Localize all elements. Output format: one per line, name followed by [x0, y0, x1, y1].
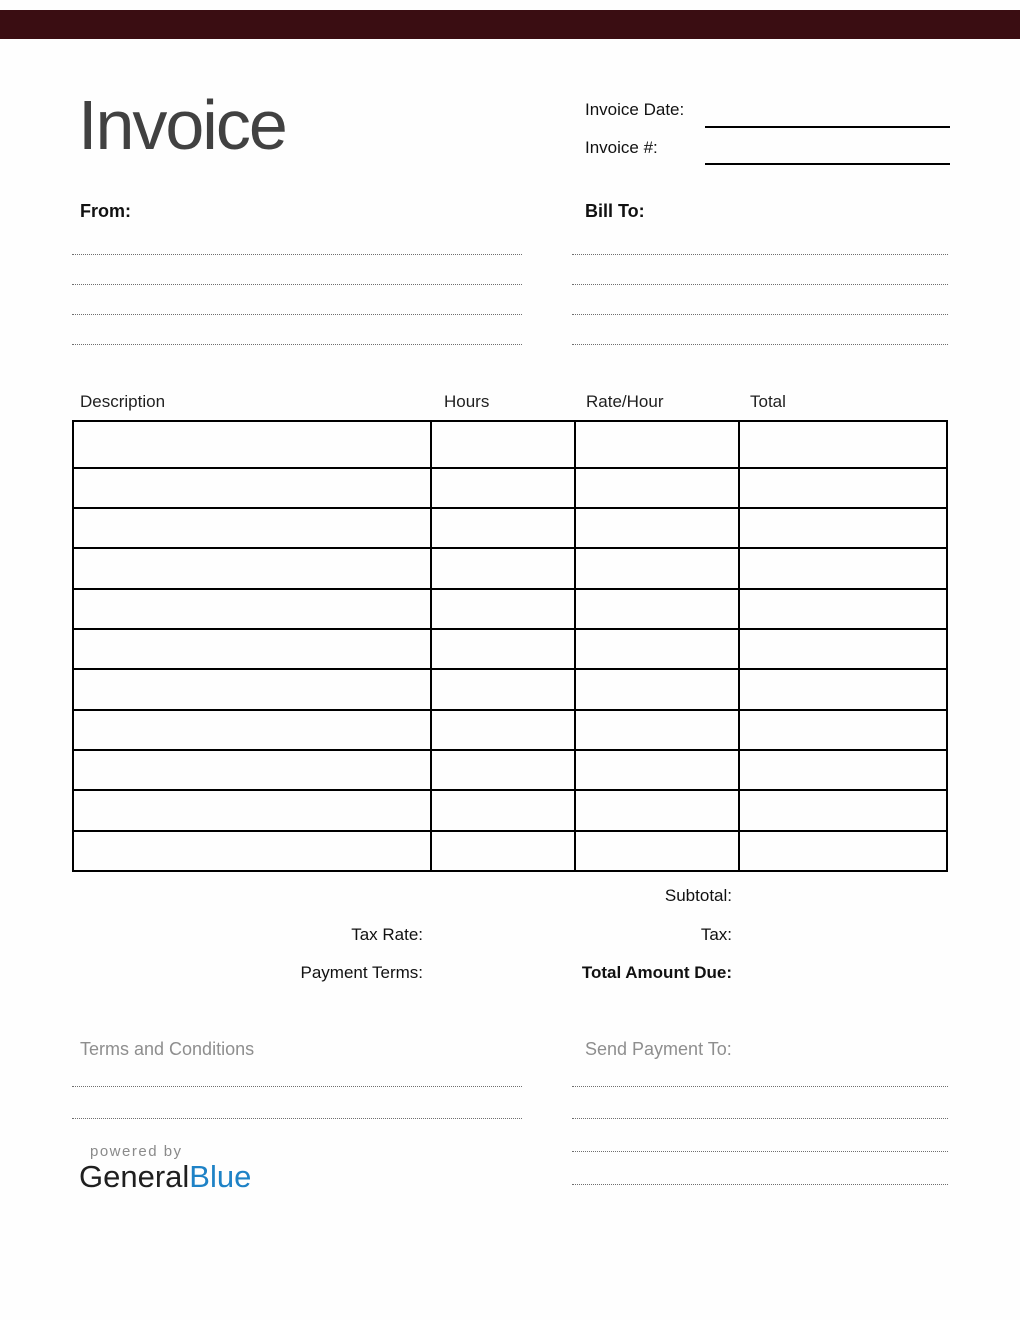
item-cell — [431, 421, 574, 468]
item-cell — [739, 508, 947, 548]
item-cell — [73, 710, 431, 750]
item-cell — [575, 548, 739, 588]
item-cell — [739, 790, 947, 830]
from-write-in-line — [72, 284, 522, 285]
item-cell — [73, 629, 431, 669]
item-cell — [73, 790, 431, 830]
item-cell — [431, 589, 574, 629]
invoice-number-field-line — [705, 163, 950, 165]
send-payment-write-in-line — [572, 1184, 948, 1185]
item-row — [73, 790, 947, 830]
item-cell — [73, 589, 431, 629]
item-cell — [431, 669, 574, 709]
item-row — [73, 710, 947, 750]
item-row — [73, 421, 947, 468]
item-row — [73, 508, 947, 548]
send-payment-write-in-line — [572, 1151, 948, 1152]
from-write-in-line — [72, 314, 522, 315]
item-cell — [739, 629, 947, 669]
item-cell — [739, 831, 947, 871]
invoice-date-field-line — [705, 126, 950, 128]
bill-to-write-in-line — [572, 314, 948, 315]
tax-rate-label: Tax Rate: — [351, 925, 423, 944]
item-row — [73, 589, 947, 629]
item-cell — [431, 831, 574, 871]
item-cell — [575, 468, 739, 508]
column-header-total: Total — [750, 392, 786, 411]
column-header-rate: Rate/Hour — [586, 392, 664, 411]
tax-label: Tax: — [700, 925, 732, 944]
item-row — [73, 831, 947, 871]
item-cell — [739, 710, 947, 750]
logo-text-blue: Blue — [189, 1159, 252, 1194]
logo-text-general: General — [79, 1159, 190, 1194]
terms-and-conditions-label: Terms and Conditions — [80, 1039, 255, 1059]
subtotal-label: Subtotal: — [664, 886, 732, 905]
item-cell — [73, 548, 431, 588]
item-cell — [575, 589, 739, 629]
item-cell — [73, 831, 431, 871]
bill-to-write-in-line — [572, 254, 948, 255]
bill-to-write-in-line — [572, 344, 948, 345]
bill-to-write-in-line — [572, 284, 948, 285]
from-label: From: — [80, 201, 131, 221]
terms-write-in-line — [72, 1118, 522, 1119]
terms-write-in-line — [72, 1086, 522, 1087]
from-write-in-line — [72, 254, 522, 255]
item-cell — [575, 750, 739, 790]
send-payment-to-label: Send Payment To: — [585, 1039, 732, 1059]
item-cell — [739, 548, 947, 588]
item-cell — [575, 831, 739, 871]
invoice-number-label: Invoice #: — [585, 138, 658, 157]
powered-by-text: powered by — [90, 1143, 183, 1160]
item-cell — [73, 468, 431, 508]
item-cell — [73, 750, 431, 790]
general-blue-logo — [79, 1159, 251, 1195]
items-table — [72, 420, 948, 872]
send-payment-write-in-line — [572, 1086, 948, 1087]
item-cell — [739, 468, 947, 508]
payment-terms-label: Payment Terms: — [300, 963, 423, 982]
items-table-body — [73, 421, 947, 871]
item-row — [73, 548, 947, 588]
send-payment-write-in-line — [572, 1118, 948, 1119]
item-row — [73, 629, 947, 669]
total-amount-due-label: Total Amount Due: — [581, 963, 732, 982]
item-cell — [431, 468, 574, 508]
page-title: Invoice — [78, 86, 286, 164]
top-accent-bar — [0, 10, 1020, 39]
item-cell — [575, 508, 739, 548]
item-cell — [575, 669, 739, 709]
invoice-date-label: Invoice Date: — [585, 100, 685, 119]
item-cell — [431, 629, 574, 669]
item-cell — [73, 421, 431, 468]
item-cell — [431, 508, 574, 548]
column-header-description: Description — [80, 392, 166, 411]
column-header-hours: Hours — [444, 392, 490, 411]
item-cell — [739, 669, 947, 709]
bill-to-label: Bill To: — [585, 201, 645, 221]
item-cell — [575, 710, 739, 750]
item-row — [73, 468, 947, 508]
item-cell — [431, 750, 574, 790]
from-write-in-line — [72, 344, 522, 345]
item-cell — [575, 790, 739, 830]
item-cell — [431, 790, 574, 830]
item-row — [73, 750, 947, 790]
item-cell — [431, 548, 574, 588]
item-cell — [575, 629, 739, 669]
item-cell — [739, 421, 947, 468]
item-cell — [575, 421, 739, 468]
item-cell — [739, 750, 947, 790]
item-cell — [73, 669, 431, 709]
item-cell — [431, 710, 574, 750]
item-cell — [73, 508, 431, 548]
item-cell — [739, 589, 947, 629]
item-row — [73, 669, 947, 709]
